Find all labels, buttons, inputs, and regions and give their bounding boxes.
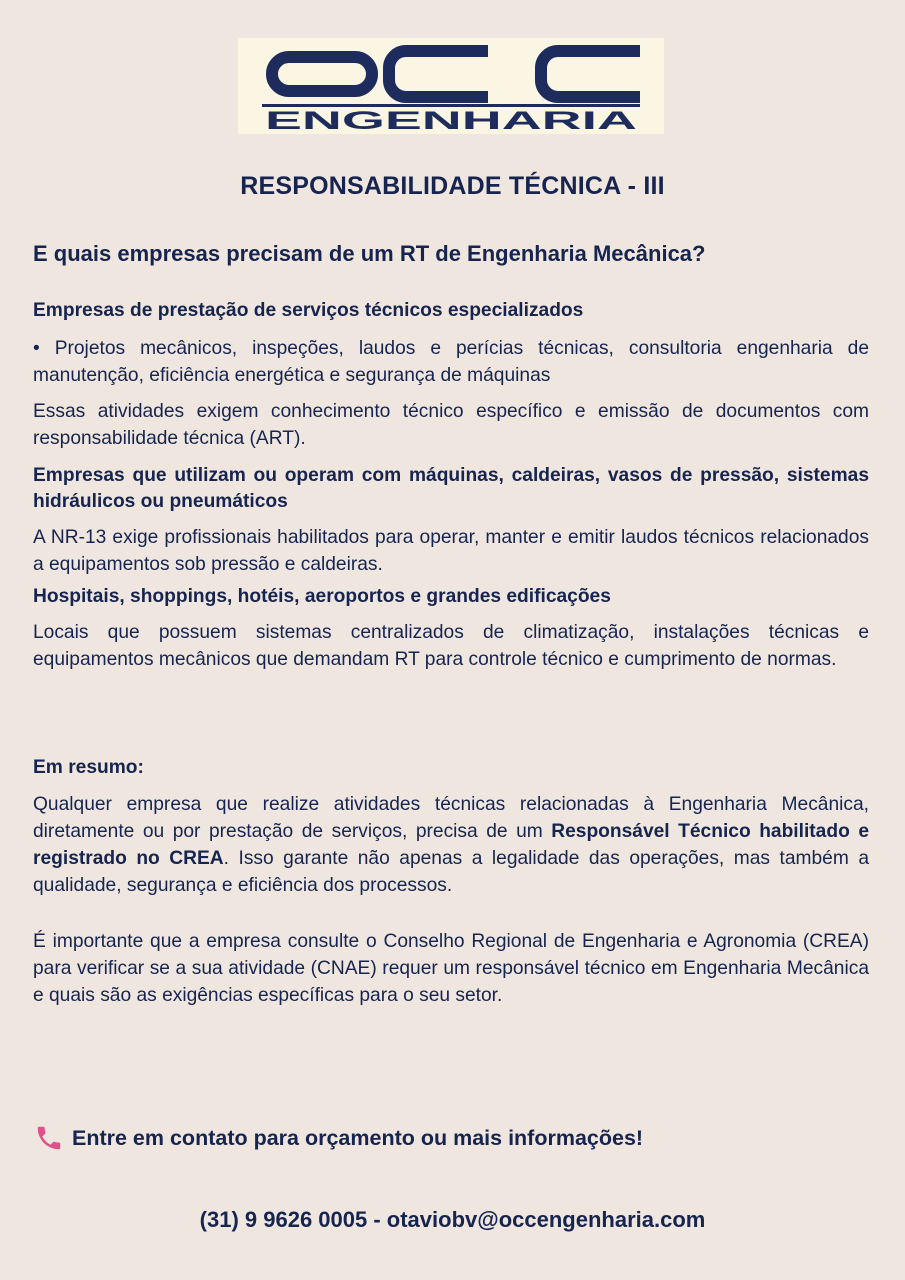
contact-footer: (31) 9 9626 0005 - otaviobv@occengenharia.com	[199, 1207, 706, 1232]
contact-callout	[34, 1122, 643, 1154]
summary-text-bold: Responsável Técnico habilitado e registrado no CREA	[33, 821, 869, 869]
section-text: Locais que possuem sistemas centralizados de climatização, instalações técnicas e equipamentos mecânicos que demandam RT para controle técnico e cumprimento de normas.	[33, 622, 869, 670]
bullet-item: • Projetos mecânicos, inspeções, laudos e perícias técnicas, consultoria engenharia de manutenção, eficiência energética e segurança de máquinas	[33, 338, 869, 386]
summary-text	[33, 791, 869, 899]
section-heading: Empresas de prestação de serviços técnicos especializados	[33, 300, 584, 321]
logo-subtitle: ENGENHARIA	[265, 107, 637, 134]
occ-engenharia-logo	[238, 38, 664, 134]
summary-title: Em resumo:	[33, 757, 144, 778]
section-heading: Hospitais, shoppings, hotéis, aeroportos e grandes edificações	[33, 586, 611, 607]
page-title: RESPONSABILIDADE TÉCNICA - III	[240, 172, 665, 200]
question-heading: E quais empresas precisam de um RT de Engenharia Mecânica?	[33, 241, 706, 266]
company-types	[33, 298, 869, 673]
section-text: A NR-13 exige profissionais habilitados para operar, manter e emitir laudos técnicos relacionados a equipamentos sob pressão e caldeiras.	[33, 527, 869, 575]
phone-icon	[34, 1123, 64, 1153]
contact-text: Entre em contato para orçamento ou mais informações!	[72, 1125, 644, 1150]
summary-text-part: . Isso garante não apenas a legalidade das operações, mas também a qualidade, segurança e eficiência dos processos.	[33, 848, 869, 896]
summary-text-part: Qualquer empresa que realize atividades técnicas relacionadas à Engenharia Mecânica, diretamente ou por prestação de serviços, precisa de um	[33, 794, 869, 842]
section-text: Essas atividades exigem conhecimento técnico específico e emissão de documentos com responsabilidade técnica (ART).	[33, 401, 869, 449]
section-heading: Empresas que utilizam ou operam com máquinas, caldeiras, vasos de pressão, sistemas hidráulicos ou pneumáticos	[33, 465, 869, 512]
crea-note: É importante que a empresa consulte o Conselho Regional de Engenharia e Agronomia (CREA) para verificar se a sua atividade (CNAE) requer um responsável técnico em Engenharia Mecânica e quais são as exigências específicas para o seu setor.	[33, 931, 869, 1006]
